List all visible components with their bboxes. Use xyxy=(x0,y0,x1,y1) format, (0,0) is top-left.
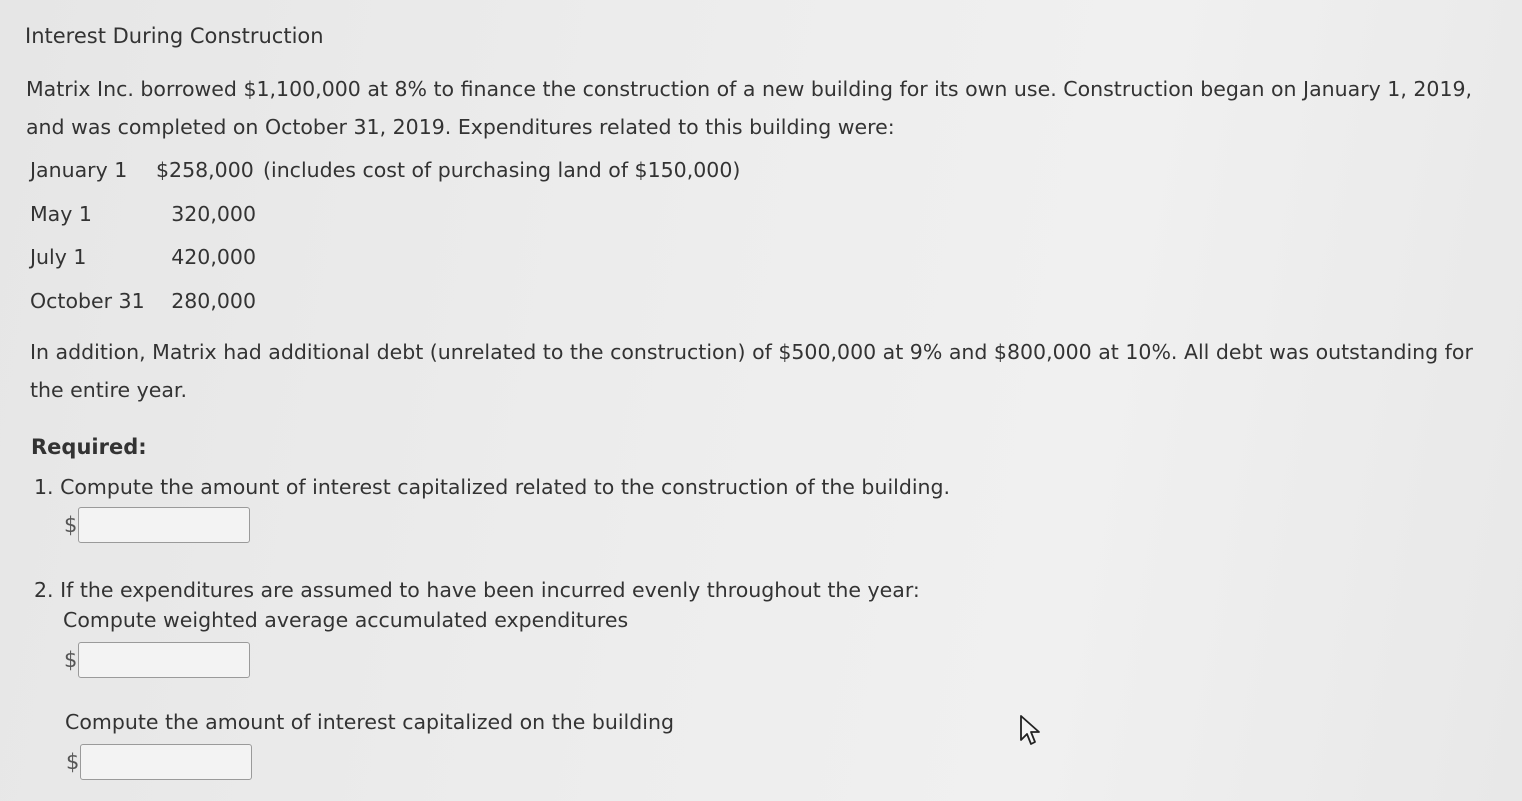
question-2: 2. If the expenditures are assumed to have been incurred evenly throughout the year: xyxy=(34,578,920,602)
dollar-sign: $ xyxy=(66,750,80,774)
addition-line-2: the entire year. xyxy=(30,378,187,402)
intro-line-1: Matrix Inc. borrowed $1,100,000 at 8% to finance the construction of a new building for its own use. Construction began on January 1, 2019, xyxy=(26,77,1473,101)
answer-2-group xyxy=(64,642,250,678)
expenditure-date: January 1 xyxy=(30,158,128,182)
interest-capitalized-input[interactable] xyxy=(78,507,250,543)
question-3: Compute the amount of interest capitalized on the building xyxy=(65,710,674,734)
expenditure-amount: 420,000 xyxy=(171,245,256,269)
expenditure-date: July 1 xyxy=(30,245,87,269)
answer-3-group xyxy=(66,744,252,780)
weighted-average-expenditures-input[interactable] xyxy=(78,642,250,678)
required-heading: Required: xyxy=(31,435,147,459)
expenditure-date: May 1 xyxy=(30,201,92,226)
expenditure-amount: 280,000 xyxy=(171,288,256,313)
expenditure-note: (includes cost of purchasing land of $150,000) xyxy=(263,158,741,182)
expenditure-amount: $258,000 xyxy=(156,158,254,182)
interest-capitalized-building-input[interactable] xyxy=(80,744,252,780)
problem-intro xyxy=(26,70,1472,146)
dollar-sign: $ xyxy=(64,648,78,672)
expenditure-amount: 320,000 xyxy=(171,201,256,226)
expenditure-date: October 31 xyxy=(30,288,145,313)
intro-line-2: and was completed on October 31, 2019. Expenditures related to this building were: xyxy=(26,115,895,139)
dollar-sign: $ xyxy=(64,513,78,537)
page-title: Interest During Construction xyxy=(25,24,324,48)
question-1: 1. Compute the amount of interest capitalized related to the construction of the building. xyxy=(34,475,951,499)
additional-debt-text xyxy=(30,333,1473,409)
answer-1-group xyxy=(64,507,250,543)
mouse-pointer-icon xyxy=(1018,714,1044,748)
addition-line-1: In addition, Matrix had additional debt (unrelated to the construction) of $500,000 at 9% and $800,000 at 10%. All debt was outstanding for xyxy=(30,340,1473,364)
question-2-sub: Compute weighted average accumulated expenditures xyxy=(63,608,629,632)
